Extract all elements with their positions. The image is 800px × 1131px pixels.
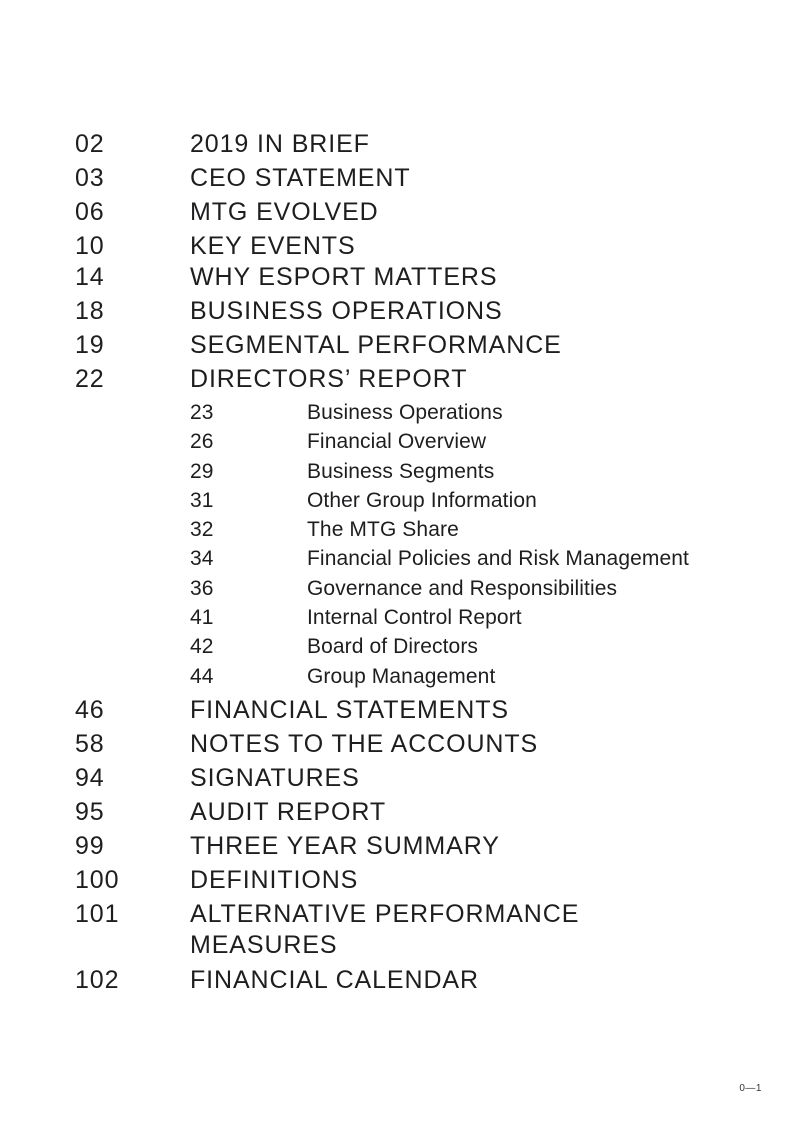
toc-sub-title: Other Group Information [307,488,537,512]
toc-subentry[interactable] [75,574,775,603]
toc-title: DIRECTORS’ REPORT [190,365,468,393]
toc-page-number: 94 [75,763,105,792]
toc-title: CEO STATEMENT [190,164,411,192]
toc-page-number: 03 [75,164,105,192]
toc-entry[interactable] [75,294,775,328]
toc-title: DEFINITIONS [190,865,359,894]
toc-title: 2019 IN BRIEF [190,130,370,158]
toc-subentry[interactable] [75,662,775,691]
toc-page-number: 06 [75,198,105,226]
toc-subentry[interactable] [75,544,775,573]
toc-entry[interactable] [75,897,775,963]
toc-sub-page-number: 42 [190,635,214,659]
toc-title: NOTES TO THE ACCOUNTS [190,729,539,758]
toc-title: SEGMENTAL PERFORMANCE [190,331,562,359]
toc-title: AUDIT REPORT [190,797,387,826]
toc-page-number: 10 [75,232,105,260]
toc-entry[interactable] [75,863,775,897]
toc-entry[interactable] [75,328,775,362]
toc-title: THREE YEAR SUMMARY [190,831,500,860]
toc-sub-title: Governance and Responsibilities [307,576,618,600]
toc-page-number: 95 [75,797,105,826]
toc-sub-page-number: 32 [190,518,214,542]
toc-page-number: 100 [75,865,120,894]
toc-sub-title: Group Management [307,664,496,688]
toc-sub-title: Business Segments [307,459,495,483]
toc-title: BUSINESS OPERATIONS [190,297,503,325]
toc-subentry[interactable] [75,457,775,486]
toc-sub-page-number: 41 [190,606,214,630]
toc-entry[interactable] [75,761,775,795]
toc-sub-page-number: 34 [190,547,214,571]
toc-sub-title: The MTG Share [307,518,459,542]
toc-sub-page-number: 36 [190,576,214,600]
toc-subentry[interactable] [75,515,775,544]
toc-entry[interactable] [75,161,775,195]
toc-page-number: 14 [75,263,105,291]
toc-entry[interactable] [75,829,775,863]
toc-subentry[interactable] [75,427,775,456]
toc-page-number: 46 [75,695,105,724]
toc-sub-title: Financial Overview [307,430,487,454]
toc-page-number: 22 [75,365,105,393]
toc-page-number: 102 [75,965,120,994]
toc-subentry[interactable] [75,632,775,661]
toc-entry[interactable] [75,127,775,161]
toc-entry[interactable] [75,727,775,761]
toc-page-number: 101 [75,899,120,928]
toc-sub-page-number: 29 [190,459,214,483]
toc-page-number: 58 [75,729,105,758]
toc-sub-title: Internal Control Report [307,606,522,630]
toc-page-number: 99 [75,831,105,860]
toc-title: ALTERNATIVE PERFORMANCE MEASURES [190,899,580,959]
toc-sub-title: Business Operations [307,401,503,424]
toc-entry[interactable] [75,963,775,997]
toc-entry[interactable] [75,795,775,829]
toc-subentry[interactable] [75,398,775,427]
toc-title: FINANCIAL CALENDAR [190,965,479,994]
toc-title: FINANCIAL STATEMENTS [190,695,509,724]
toc-subentry[interactable] [75,603,775,632]
toc-sub-title: Financial Policies and Risk Management [307,547,689,571]
toc-title: WHY ESPORT MATTERS [190,263,498,291]
toc-subsection-list [75,396,775,693]
toc-title: SIGNATURES [190,763,360,792]
toc-entry[interactable] [75,260,775,294]
toc-sub-page-number: 44 [190,664,214,688]
toc-sub-page-number: 26 [190,430,214,454]
toc-sub-page-number: 23 [190,401,214,424]
toc-entry[interactable] [75,229,775,260]
table-of-contents [75,127,775,997]
toc-title: MTG EVOLVED [190,198,379,226]
toc-entry[interactable] [75,195,775,229]
toc-entry[interactable] [75,693,775,727]
toc-sub-page-number: 31 [190,488,214,512]
toc-page-number: 19 [75,331,105,359]
page-folio: 0—1 [739,1083,762,1094]
toc-page-number: 02 [75,130,105,158]
toc-sub-title: Board of Directors [307,635,479,659]
toc-page-number: 18 [75,297,105,325]
toc-entry[interactable] [75,362,775,396]
toc-subentry[interactable] [75,486,775,515]
toc-title: KEY EVENTS [190,232,356,260]
